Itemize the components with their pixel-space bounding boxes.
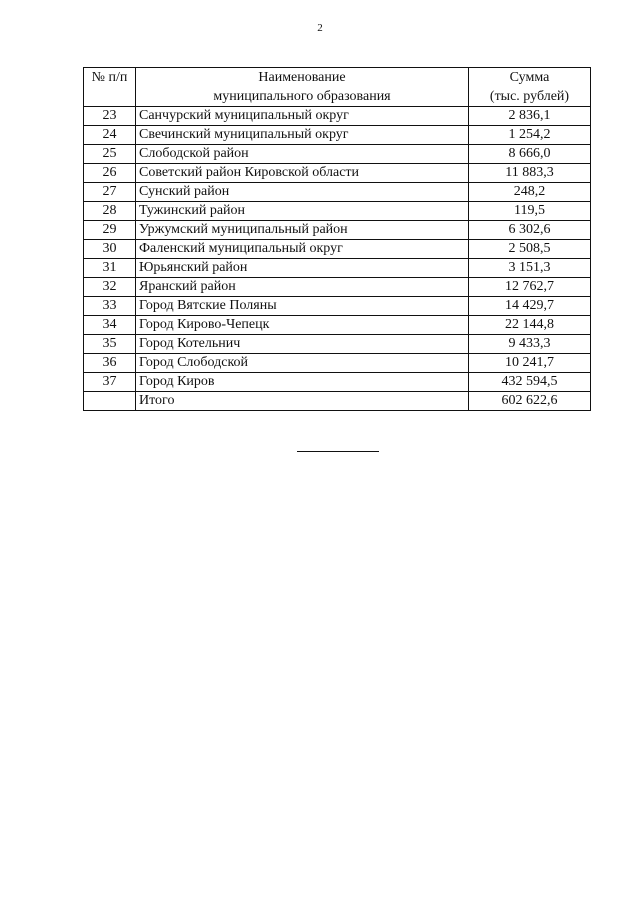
row-municipality-name: Город Слободской xyxy=(136,354,469,373)
end-of-document-line xyxy=(297,451,379,452)
row-sum: 11 883,3 xyxy=(469,164,591,183)
row-sum: 3 151,3 xyxy=(469,259,591,278)
row-municipality-name: Фаленский муниципальный округ xyxy=(136,240,469,259)
row-municipality-name: Яранский район xyxy=(136,278,469,297)
row-municipality-name: Уржумский муниципальный район xyxy=(136,221,469,240)
table-row xyxy=(84,297,591,316)
table-row xyxy=(84,335,591,354)
row-number: 26 xyxy=(84,164,136,183)
row-municipality-name: Советский район Кировской области xyxy=(136,164,469,183)
total-label: Итого xyxy=(136,392,469,411)
row-sum: 22 144,8 xyxy=(469,316,591,335)
header-name-line1: Наименование xyxy=(258,70,346,85)
row-sum: 12 762,7 xyxy=(469,278,591,297)
header-name-line2: муниципального образования xyxy=(213,89,391,104)
table-row xyxy=(84,278,591,297)
row-municipality-name: Город Кирово-Чепецк xyxy=(136,316,469,335)
row-number: 32 xyxy=(84,278,136,297)
row-number: 25 xyxy=(84,145,136,164)
row-number: 35 xyxy=(84,335,136,354)
header-sum-line2: (тыс. рублей) xyxy=(489,89,570,104)
row-sum: 1 254,2 xyxy=(469,126,591,145)
header-sum-line1: Сумма xyxy=(509,70,550,85)
table-row xyxy=(84,202,591,221)
header-name xyxy=(136,68,469,107)
row-municipality-name: Город Котельнич xyxy=(136,335,469,354)
row-sum: 14 429,7 xyxy=(469,297,591,316)
table-row xyxy=(84,183,591,202)
table-body xyxy=(84,107,591,392)
row-sum: 248,2 xyxy=(469,183,591,202)
row-number: 23 xyxy=(84,107,136,126)
header-sum xyxy=(469,68,591,107)
row-municipality-name: Город Киров xyxy=(136,373,469,392)
total-row xyxy=(84,392,591,411)
header-number: № п/п xyxy=(84,68,136,107)
table-row xyxy=(84,107,591,126)
table-row xyxy=(84,259,591,278)
row-sum: 9 433,3 xyxy=(469,335,591,354)
row-number: 24 xyxy=(84,126,136,145)
table-row xyxy=(84,164,591,183)
row-municipality-name: Слободской район xyxy=(136,145,469,164)
table-row xyxy=(84,354,591,373)
allocation-table xyxy=(83,67,591,411)
row-number: 31 xyxy=(84,259,136,278)
row-number: 33 xyxy=(84,297,136,316)
total-number-cell xyxy=(84,392,136,411)
table-row xyxy=(84,126,591,145)
row-number: 29 xyxy=(84,221,136,240)
row-sum: 6 302,6 xyxy=(469,221,591,240)
row-municipality-name: Город Вятские Поляны xyxy=(136,297,469,316)
row-number: 36 xyxy=(84,354,136,373)
row-number: 37 xyxy=(84,373,136,392)
page-number: 2 xyxy=(317,22,323,34)
row-number: 28 xyxy=(84,202,136,221)
row-sum: 2 836,1 xyxy=(469,107,591,126)
table-row xyxy=(84,145,591,164)
row-sum: 432 594,5 xyxy=(469,373,591,392)
row-sum: 2 508,5 xyxy=(469,240,591,259)
header-row xyxy=(84,68,591,107)
row-municipality-name: Юрьянский район xyxy=(136,259,469,278)
row-municipality-name: Сунский район xyxy=(136,183,469,202)
table-row xyxy=(84,373,591,392)
row-number: 27 xyxy=(84,183,136,202)
table-header xyxy=(84,68,591,107)
row-sum: 8 666,0 xyxy=(469,145,591,164)
row-number: 34 xyxy=(84,316,136,335)
table-row xyxy=(84,221,591,240)
table-footer xyxy=(84,392,591,411)
row-municipality-name: Свечинский муниципальный округ xyxy=(136,126,469,145)
total-sum: 602 622,6 xyxy=(469,392,591,411)
table-row xyxy=(84,240,591,259)
row-sum: 119,5 xyxy=(469,202,591,221)
table-row xyxy=(84,316,591,335)
row-number: 30 xyxy=(84,240,136,259)
row-sum: 10 241,7 xyxy=(469,354,591,373)
row-municipality-name: Санчурский муниципальный округ xyxy=(136,107,469,126)
row-municipality-name: Тужинский район xyxy=(136,202,469,221)
